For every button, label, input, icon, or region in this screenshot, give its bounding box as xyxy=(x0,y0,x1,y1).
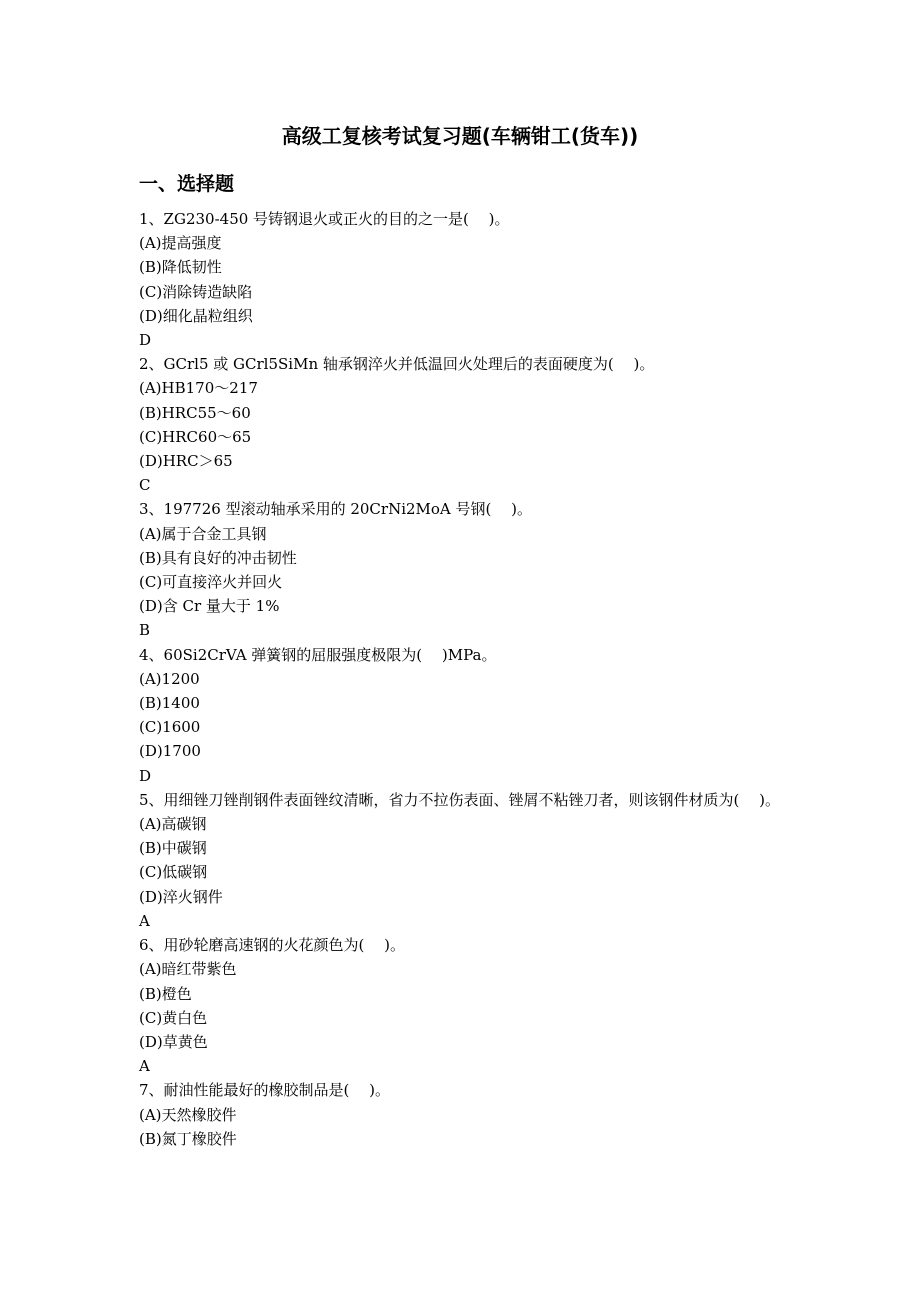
answer: B xyxy=(139,621,151,640)
option-c: (C)消除铸造缺陷 xyxy=(139,282,253,301)
option-d: (D)HRC＞65 xyxy=(139,452,233,471)
answer: A xyxy=(139,911,150,930)
option-a: (A)1200 xyxy=(139,669,200,688)
question-item xyxy=(139,933,789,1078)
question-item xyxy=(139,788,789,933)
answer: C xyxy=(139,476,151,495)
option-b: (B)中碳钢 xyxy=(139,839,207,858)
option-c: (C)1600 xyxy=(139,718,201,737)
option-a: (A)天然橡胶件 xyxy=(139,1105,237,1124)
question-stem: 7、耐油性能最好的橡胶制品是( )。 xyxy=(139,1081,391,1100)
option-a: (A)HB170～217 xyxy=(139,379,258,398)
answer: A xyxy=(139,1057,150,1076)
option-c: (C)HRC60～65 xyxy=(139,427,252,446)
option-b: (B)氮丁橡胶件 xyxy=(139,1129,237,1148)
section-heading: 一、选择题 xyxy=(139,173,235,195)
option-a: (A)暗红带紫色 xyxy=(139,960,237,979)
answer: D xyxy=(139,331,152,350)
question-stem: 2、GCrl5 或 GCrl5SiMn 轴承钢淬火并低温回火处理后的表面硬度为( )。 xyxy=(139,355,655,374)
option-a: (A)属于合金工具钢 xyxy=(139,524,267,543)
option-d: (D)淬火钢件 xyxy=(139,887,223,906)
option-c: (C)低碳钢 xyxy=(139,863,208,882)
question-list xyxy=(139,207,789,1151)
question-item xyxy=(139,497,789,642)
question-item xyxy=(139,207,789,352)
question-stem: 3、197726 型滚动轴承采用的 20CrNi2MoA 号钢( )。 xyxy=(139,500,533,519)
question-item xyxy=(139,643,789,788)
option-d: (D)1700 xyxy=(139,742,201,761)
option-b: (B)1400 xyxy=(139,694,200,713)
option-b: (B)HRC55～60 xyxy=(139,403,251,422)
option-c: (C)黄白色 xyxy=(139,1008,208,1027)
option-d: (D)草黄色 xyxy=(139,1032,208,1051)
option-d: (D)含 Cr 量大于 1% xyxy=(139,597,280,616)
option-c: (C)可直接淬火并回火 xyxy=(139,573,283,592)
answer: D xyxy=(139,766,152,785)
question-stem: 5、用细锉刀锉削钢件表面锉纹清晰，省力不拉伤表面、锉屑不粘锉刀者，则该钢件材质为( )。 xyxy=(139,790,781,809)
option-d: (D)细化晶粒组织 xyxy=(139,306,253,325)
question-stem: 4、60Si2CrVA 弹簧钢的屈服强度极限为( )MPa。 xyxy=(139,645,497,664)
option-a: (A)提高强度 xyxy=(139,234,222,253)
option-b: (B)橙色 xyxy=(139,984,192,1003)
option-b: (B)具有良好的冲击韧性 xyxy=(139,548,297,567)
question-item xyxy=(139,352,789,497)
question-stem: 1、ZG230-450 号铸钢退火或正火的目的之一是( )。 xyxy=(139,210,510,228)
option-a: (A)高碳钢 xyxy=(139,815,207,834)
question-item xyxy=(139,1078,789,1151)
option-b: (B)降低韧性 xyxy=(139,258,222,277)
question-stem: 6、用砂轮磨高速钢的火花颜色为( )。 xyxy=(139,936,406,955)
page-title: 高级工复核考试复习题(车辆钳工(货车)) xyxy=(281,124,639,148)
